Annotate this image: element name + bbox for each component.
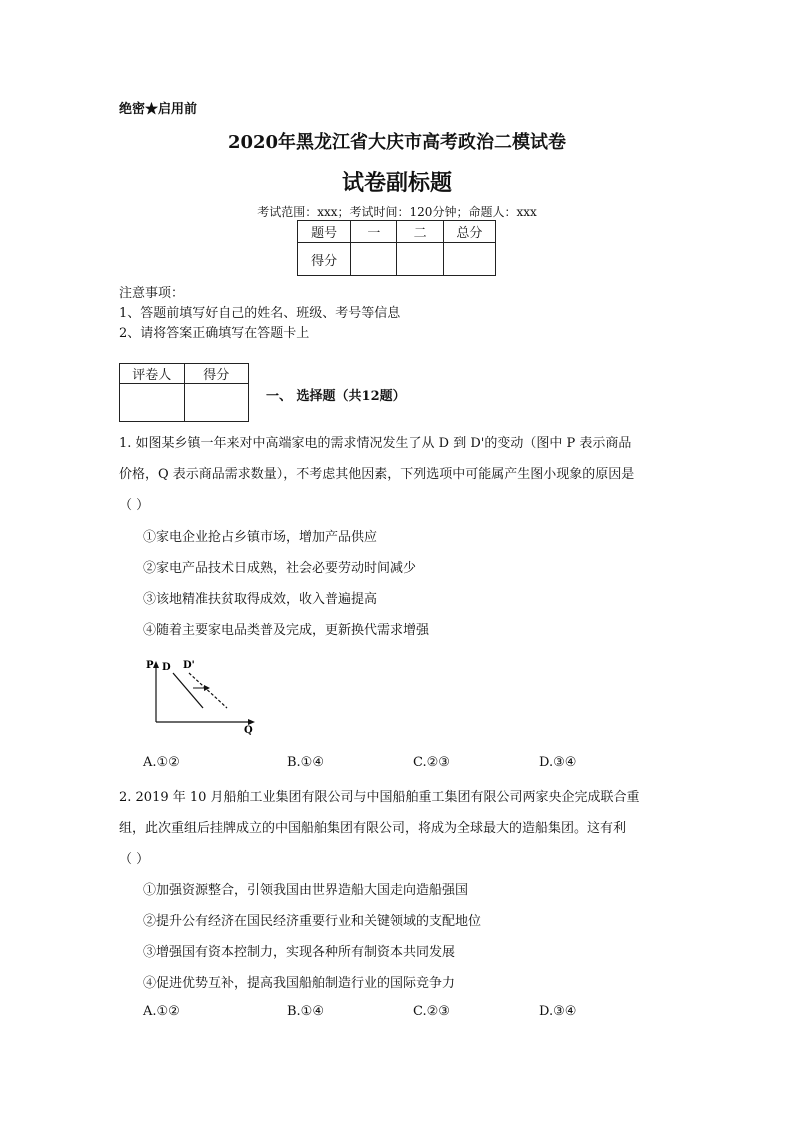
question-2-line: 组，此次重组后挂牌成立的中国船舶集团有限公司，将成为全球最大的造船集团。这有利 [119,821,627,836]
x-axis-label: Q [244,725,253,735]
question-2-line: 2. 2019 年 10 月船舶工业集团有限公司与中国船舶重工集团有限公司两家央企完成联合重 [119,790,640,805]
score-header-qnum: 题号 [298,221,351,243]
score-header-2: 二 [397,221,443,243]
question-2-choice-a[interactable]: A.①② [143,1004,180,1019]
grader-header: 评卷人 [120,364,185,384]
question-2-option: ①加强资源整合，引领我国由世界造船大国走向造船强国 [143,883,469,898]
curve-d-prime-label: D' [183,660,195,671]
question-1-line: 价格，Q 表示商品需求数量），不考虑其他因素，下列选项中可能属产生图小现象的原因是 [119,467,635,482]
y-axis-arrow [153,661,159,668]
grader-score-header: 得分 [184,364,249,384]
demand-shift-chart [146,655,266,735]
demand-curve-d [173,673,203,708]
question-2-choice-b[interactable]: B.①④ [287,1004,324,1019]
score-row-label: 得分 [298,243,351,276]
score-cell[interactable] [443,243,495,276]
score-header-total: 总分 [443,221,495,243]
question-1-option: ②家电产品技术日成熟，社会必要劳动时间减少 [143,561,417,576]
question-2-line: （ ） [119,852,150,867]
question-1-choice-d[interactable]: D.③④ [539,755,577,770]
score-table [297,220,496,276]
curve-d-label: D [162,662,171,673]
question-1-choice-a[interactable]: A.①② [143,755,180,770]
question-2-choice-d[interactable]: D.③④ [539,1004,577,1019]
score-cell[interactable] [351,243,397,276]
question-1-option: ④随着主要家电品类普及完成，更新换代需求增强 [143,623,430,638]
notes-item: 1、答题前填写好自己的姓名、班级、考号等信息 [119,306,401,321]
grader-cell[interactable] [120,384,185,422]
question-2-choice-c[interactable]: C.②③ [413,1004,450,1019]
score-header-1: 一 [351,221,397,243]
question-2-option: ②提升公有经济在国民经济重要行业和关键领域的支配地位 [143,914,482,929]
grader-table [119,363,249,422]
question-1-line: （ ） [119,498,150,513]
question-2-option: ③增强国有资本控制力，实现各种所有制资本共同发展 [143,945,456,960]
y-axis-label: P [146,660,154,671]
section-title: 一、 选择题（共12题） [266,389,406,404]
notes-heading: 注意事项： [119,286,185,301]
notes-item: 2、请将答案正确填写在答题卡上 [119,326,310,341]
score-cell[interactable] [397,243,443,276]
question-1-choice-b[interactable]: B.①④ [287,755,324,770]
question-1-line: 1. 如图某乡镇一年来对中高端家电的需求情况发生了从 D 到 D'的变动（图中 P 表示商品 [119,436,632,451]
grader-cell[interactable] [184,384,249,422]
question-2-option: ④促进优势互补，提高我国船舶制造行业的国际竞争力 [143,976,456,991]
question-1-option: ①家电企业抢占乡镇市场，增加产品供应 [143,530,378,545]
question-1-choice-c[interactable]: C.②③ [413,755,450,770]
secret-label: 绝密★启用前 [119,102,198,117]
exam-subtitle: 试卷副标题 [341,170,452,196]
exam-info: 考试范围：xxx；考试时间：120分钟；命题人：xxx [257,205,537,219]
demand-curve-d-prime [189,673,227,708]
shift-arrowhead [204,685,210,691]
question-1-option: ③该地精准扶贫取得成效，收入普遍提高 [143,592,378,607]
exam-title: 2020年黑龙江省大庆市高考政治二模试卷 [227,132,567,153]
